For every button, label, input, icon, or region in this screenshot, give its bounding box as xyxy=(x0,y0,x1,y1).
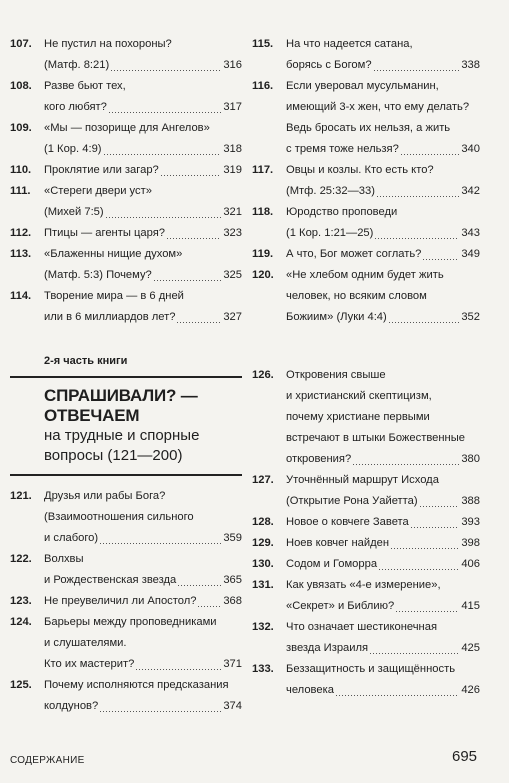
toc-entry-title: Если уверовал мусульманин, xyxy=(286,80,439,92)
part-title-line-1: СПРАШИВАЛИ? — xyxy=(44,386,198,405)
toc-entry-title: Ведь бросать их нельзя, а жить xyxy=(286,122,451,134)
toc-entry-title: На что надеется сатана, xyxy=(286,38,413,50)
toc-entry-number: 113. xyxy=(10,248,32,260)
toc-entry-title: Как увязать «4-е измерение», xyxy=(286,579,441,591)
toc-entry-page: 415 xyxy=(461,600,480,612)
toc-entry-title: Птицы — агенты царя? xyxy=(44,227,166,239)
toc-entry-title: (1 Кор. 4:9) xyxy=(44,143,102,155)
dot-leader xyxy=(336,695,459,696)
toc-entry[interactable] xyxy=(10,675,242,717)
toc-entry-title: Божиим» (Луки 4:4) xyxy=(286,311,387,323)
toc-entry-number: 124. xyxy=(10,616,32,628)
toc-entry[interactable] xyxy=(252,202,480,244)
toc-entry-number: 133. xyxy=(252,663,274,675)
running-footer-section: СОДЕРЖАНИЕ xyxy=(10,755,85,766)
part-subtitle-line-2: вопросы (121—200) xyxy=(44,447,183,464)
dot-leader xyxy=(136,669,221,670)
toc-entry-page: 343 xyxy=(461,227,480,239)
toc-left-bottom-list xyxy=(10,486,242,717)
toc-entry-title: откровения? xyxy=(286,453,352,465)
toc-entry-title: Ноев ковчег найден xyxy=(286,537,390,549)
toc-entry-title: Почему исполняются предсказания xyxy=(44,679,229,691)
toc-entry-number: 128. xyxy=(252,516,274,528)
toc-entry-page: 368 xyxy=(223,595,242,607)
toc-entry[interactable] xyxy=(252,512,480,533)
toc-entry-number: 129. xyxy=(252,537,274,549)
toc-entry[interactable] xyxy=(252,34,480,76)
toc-entry-page: 359 xyxy=(223,532,242,544)
toc-right-top-list xyxy=(252,34,480,328)
toc-entry-title: кого любят? xyxy=(44,101,107,113)
toc-entry-page: 426 xyxy=(461,684,480,696)
toc-entry-title: (Взаимоотношения сильного xyxy=(44,511,194,523)
toc-entry-title: Творение мира — в 6 дней xyxy=(44,290,184,302)
toc-left-top-list xyxy=(10,34,242,328)
toc-entry[interactable] xyxy=(252,554,480,575)
dot-leader xyxy=(389,322,460,323)
part-title-line-2: ОТВЕЧАЕМ xyxy=(44,406,140,425)
dot-leader xyxy=(178,585,221,586)
toc-entry-page: 406 xyxy=(461,558,480,570)
toc-entry-title: «Мы — позорище для Ангелов» xyxy=(44,122,210,134)
dot-leader xyxy=(377,196,459,197)
toc-entry-page: 371 xyxy=(223,658,242,670)
toc-entry-title: борясь с Богом? xyxy=(286,59,372,71)
toc-entry-page: 340 xyxy=(461,143,480,155)
toc-entry-number: 130. xyxy=(252,558,274,570)
toc-entry-page: 325 xyxy=(223,269,242,281)
toc-entry-title: и слушателями. xyxy=(44,637,127,649)
dot-leader xyxy=(353,464,459,465)
toc-entry-title: человека xyxy=(286,684,334,696)
toc-entry-title: Не пустил на похороны? xyxy=(44,38,172,50)
toc-entry-number: 108. xyxy=(10,80,32,92)
dot-leader xyxy=(396,611,459,612)
toc-entry-number: 114. xyxy=(10,290,32,302)
toc-entry[interactable] xyxy=(252,470,480,512)
toc-entry-title: звезда Израиля xyxy=(286,642,369,654)
dot-leader xyxy=(100,711,221,712)
toc-entry-number: 121. xyxy=(10,490,32,502)
dot-leader xyxy=(104,154,222,155)
toc-entry-title: с тремя тоже нельзя? xyxy=(286,143,399,155)
toc-entry-title: и Рождественская звезда xyxy=(44,574,177,586)
toc-entry-title: Друзья или рабы Бога? xyxy=(44,490,166,502)
toc-entry[interactable] xyxy=(252,659,480,701)
toc-entry-title: (Открытие Рона Уайетта) xyxy=(286,495,418,507)
toc-entry-title: или в 6 миллиардов лет? xyxy=(44,311,176,323)
dot-leader xyxy=(177,322,221,323)
toc-entry-page: 319 xyxy=(223,164,242,176)
dot-leader xyxy=(370,653,459,654)
dot-leader xyxy=(167,238,221,239)
toc-entry[interactable] xyxy=(10,486,242,549)
toc-entry[interactable] xyxy=(252,617,480,659)
toc-entry-number: 112. xyxy=(10,227,32,239)
toc-entry-title: Что означает шестиконечная xyxy=(286,621,438,633)
toc-entry-number: 107. xyxy=(10,38,32,50)
toc-right-column xyxy=(252,34,480,701)
toc-entry-number: 117. xyxy=(252,164,274,176)
toc-entry-page: 393 xyxy=(461,516,480,528)
toc-entry-page: 388 xyxy=(461,495,480,507)
toc-entry-page: 425 xyxy=(461,642,480,654)
toc-entry-page: 318 xyxy=(223,143,242,155)
toc-entry-number: 122. xyxy=(10,553,32,565)
toc-entry[interactable] xyxy=(10,76,242,118)
toc-entry[interactable] xyxy=(10,612,242,675)
dot-leader xyxy=(161,175,222,176)
toc-entry-title: почему христиане первыми xyxy=(286,411,430,423)
toc-entry-title: Овцы и козлы. Кто есть кто? xyxy=(286,164,434,176)
dot-leader xyxy=(375,238,459,239)
toc-entry[interactable] xyxy=(10,244,242,286)
part-title-block xyxy=(10,376,242,476)
toc-entry-title: Не преувеличил ли Апостол? xyxy=(44,595,197,607)
toc-entry[interactable] xyxy=(10,118,242,160)
toc-entry-page: 323 xyxy=(223,227,242,239)
toc-entry-title: «Стереги двери уст» xyxy=(44,185,152,197)
toc-entry-number: 116. xyxy=(252,80,274,92)
toc-entry-page: 374 xyxy=(223,700,242,712)
toc-entry-title: имеющий 3-х жен, что ему делать? xyxy=(286,101,470,113)
toc-entry[interactable] xyxy=(252,533,480,554)
toc-entry[interactable] xyxy=(252,575,480,617)
toc-entry[interactable] xyxy=(252,265,480,328)
toc-entry-page: 316 xyxy=(223,59,242,71)
dot-leader xyxy=(391,548,459,549)
toc-entry-title: человек, но всяким словом xyxy=(286,290,427,302)
toc-entry-number: 111. xyxy=(10,185,31,197)
toc-entry[interactable] xyxy=(10,160,242,181)
toc-entry-title: Уточнённый маршрут Исхода xyxy=(286,474,439,486)
toc-entry-number: 115. xyxy=(252,38,274,50)
toc-right-bottom-list xyxy=(252,365,480,701)
toc-entry[interactable] xyxy=(252,365,480,470)
dot-leader xyxy=(100,543,221,544)
dot-leader xyxy=(411,527,460,528)
toc-entry-page: 398 xyxy=(461,537,480,549)
toc-entry-title: встречают в штыки Божественные xyxy=(286,432,465,444)
toc-entry[interactable] xyxy=(252,244,480,265)
toc-entry-title: Новое о ковчеге Завета xyxy=(286,516,409,528)
page-number: 695 xyxy=(452,748,478,765)
dot-leader xyxy=(423,259,459,260)
dot-leader xyxy=(106,217,222,218)
toc-entry-number: 123. xyxy=(10,595,32,607)
toc-entry-number: 125. xyxy=(10,679,32,691)
toc-entry-number: 110. xyxy=(10,164,32,176)
toc-entry-title: (Матф. 8:21) xyxy=(44,59,110,71)
toc-entry-title: Кто их мастерит? xyxy=(44,658,135,670)
toc-entry-title: и христианский скептицизм, xyxy=(286,390,432,402)
toc-entry[interactable] xyxy=(10,34,242,76)
toc-entry-number: 132. xyxy=(252,621,274,633)
toc-entry-title: (Матф. 5:3) Почему? xyxy=(44,269,152,281)
toc-entry-title: Содом и Гоморра xyxy=(286,558,378,570)
part-subtitle-line-1: на трудные и спорные xyxy=(44,427,200,444)
toc-entry-page: 317 xyxy=(223,101,242,113)
toc-entry-page: 327 xyxy=(223,311,242,323)
toc-left-column xyxy=(10,34,242,717)
dot-leader xyxy=(111,70,221,71)
toc-entry-title: Разве бьют тех, xyxy=(44,80,126,92)
toc-entry-title: «Не хлебом одним будет жить xyxy=(286,269,444,281)
toc-entry[interactable] xyxy=(10,549,242,591)
toc-entry-number: 118. xyxy=(252,206,274,218)
toc-entry[interactable] xyxy=(10,223,242,244)
toc-entry-page: 338 xyxy=(461,59,480,71)
toc-entry-title: Юродство проповеди xyxy=(286,206,398,218)
toc-entry-page: 321 xyxy=(223,206,242,218)
toc-entry-number: 126. xyxy=(252,369,274,381)
dot-leader xyxy=(109,112,221,113)
toc-entry[interactable] xyxy=(10,181,242,223)
part-label: 2-я часть книги xyxy=(44,355,128,367)
toc-entry-number: 109. xyxy=(10,122,32,134)
toc-entry[interactable] xyxy=(10,591,242,612)
dot-leader xyxy=(379,569,459,570)
toc-entry-number: 119. xyxy=(252,248,274,260)
toc-entry[interactable] xyxy=(252,160,480,202)
toc-entry-title: А что, Бог может соглать? xyxy=(286,248,422,260)
toc-entry-title: Волхвы xyxy=(44,553,84,565)
toc-entry-title: колдунов? xyxy=(44,700,99,712)
toc-entry-number: 120. xyxy=(252,269,274,281)
toc-entry-title: (1 Кор. 1:21—25) xyxy=(286,227,374,239)
toc-entry-title: (Михей 7:5) xyxy=(44,206,104,218)
toc-entry-page: 342 xyxy=(461,185,480,197)
toc-entry-title: Откровения свыше xyxy=(286,369,386,381)
toc-entry-title: Барьеры между проповедниками xyxy=(44,616,217,628)
toc-entry-title: Проклятие или загар? xyxy=(44,164,159,176)
toc-entry-page: 365 xyxy=(223,574,242,586)
toc-entry-number: 131. xyxy=(252,579,274,591)
toc-entry[interactable] xyxy=(10,286,242,328)
dot-leader xyxy=(154,280,222,281)
toc-entry-title: «Блаженны нищие духом» xyxy=(44,248,183,260)
toc-entry[interactable] xyxy=(252,76,480,160)
dot-leader xyxy=(401,154,459,155)
dot-leader xyxy=(374,70,460,71)
toc-entry-page: 349 xyxy=(461,248,480,260)
toc-entry-page: 352 xyxy=(461,311,480,323)
toc-entry-title: и слабого) xyxy=(44,532,99,544)
dot-leader xyxy=(420,506,460,507)
toc-entry-page: 380 xyxy=(461,453,480,465)
toc-entry-title: Беззащитность и защищённость xyxy=(286,663,456,675)
dot-leader xyxy=(198,606,221,607)
toc-entry-title: «Секрет» и Библию? xyxy=(286,600,395,612)
toc-entry-number: 127. xyxy=(252,474,274,486)
toc-entry-title: (Мтф. 25:32—33) xyxy=(286,185,375,197)
